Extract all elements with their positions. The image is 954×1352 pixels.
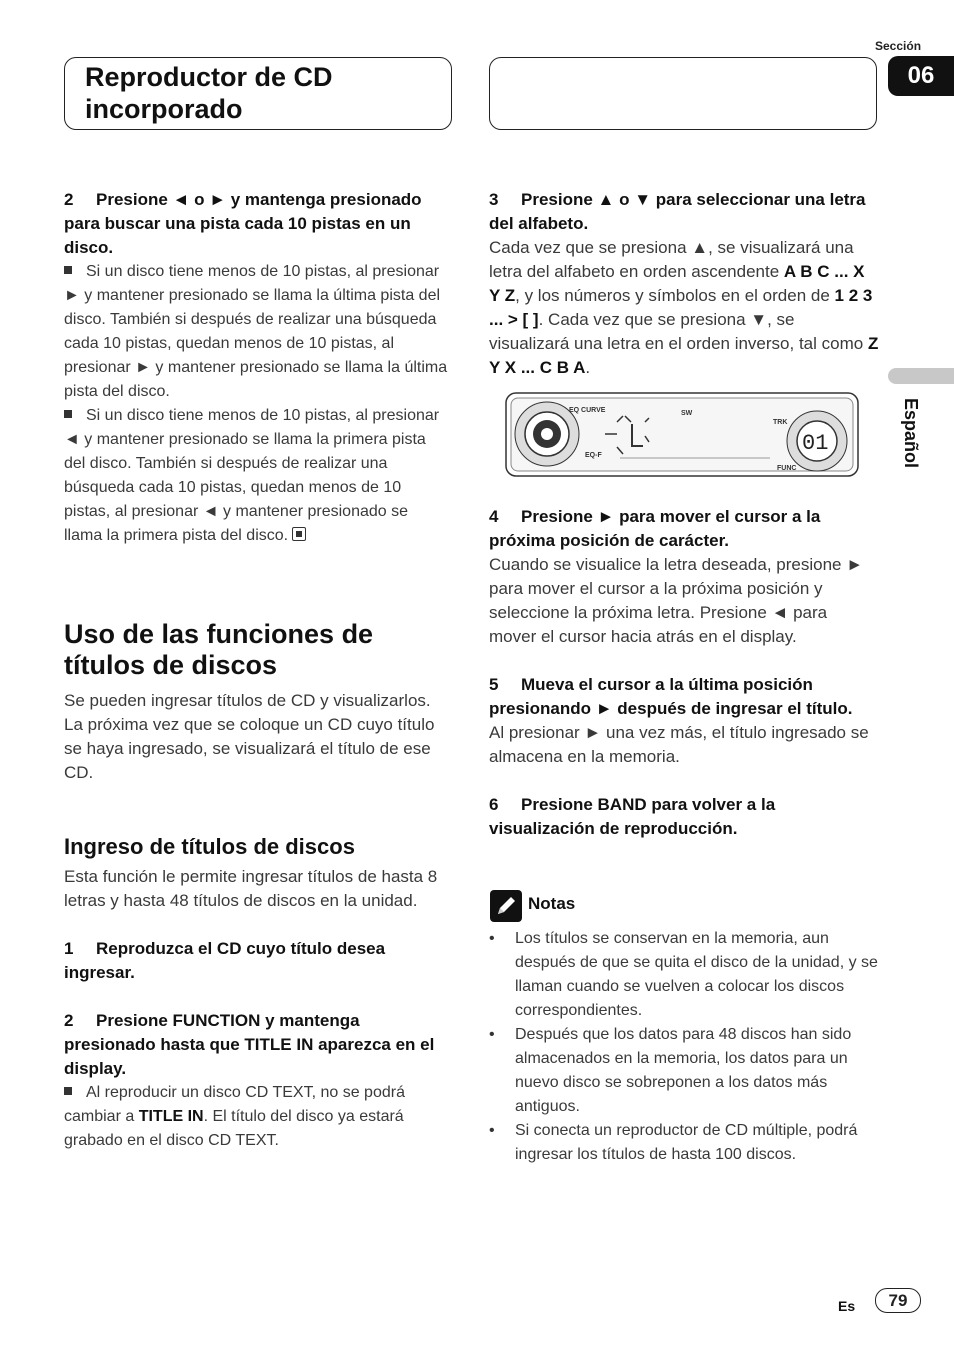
bullet-text: Si un disco tiene menos de 10 pistas, al presionar ◄ y mantener presionado se llama la primera pista del disco. También si después de realizar una búsqueda cada 10 pistas, quedan menos de 10 pistas, al presionar ◄ y mantener presionado se llama la primera pista del disco. <box>64 407 440 544</box>
section-heading: Uso de las funciones de títulos de discos <box>64 619 374 680</box>
step-text: Presione FUNCTION y mantenga presionado hasta que TITLE IN aparezca en el display. <box>64 1011 435 1078</box>
note-item: • Los títulos se conservan en la memoria, aun después de que se quita el disco de la unidad, y se llaman cuando se vuelven a colocar los discos correspondientes. <box>489 927 879 1023</box>
step-text: Presione ▲ o ▼ para seleccionar una letra del alfabeto. <box>489 190 866 233</box>
trk-label: TRK <box>773 419 788 426</box>
step-4-body: Cuando se visualice la letra deseada, presione ► para mover el cursor a la próxima posición y seleccione la próxima letra. Presione ◄ para mover el cursor hacia atrás en el display. <box>489 555 864 646</box>
body-text: , y los números y símbolos en el orden de <box>515 286 835 305</box>
step-number: 2 <box>64 1011 74 1030</box>
bullet-text: Si un disco tiene menos de 10 pistas, al presionar ► y mantener presionado se llama la última pista del disco. También si después de realizar una búsqueda cada 10 pistas, quedan menos de 10 pistas, al presionar ► y mantener presionado se llama la última pista del disco. <box>64 263 448 400</box>
eq-f-label: EQ-F <box>585 452 602 459</box>
body-bold: A B C ... X Y Z <box>489 262 865 305</box>
step-number: 3 <box>489 190 499 209</box>
end-of-section-icon <box>292 527 306 541</box>
step-2b <box>64 1009 450 1081</box>
sw-label: SW <box>681 410 693 417</box>
step-2a <box>64 188 450 260</box>
square-bullet-icon <box>64 266 72 274</box>
step-1 <box>64 937 450 985</box>
section-label: Sección <box>875 39 922 53</box>
track-number: 01 <box>802 431 829 456</box>
step-3 <box>489 188 879 236</box>
step-number: 2 <box>64 190 74 209</box>
section-number-tab: 06 <box>888 56 954 96</box>
step-text: Presione BAND para volver a la visualización de reproducción. <box>489 795 776 838</box>
display-illustration <box>505 392 859 477</box>
body-text: . Cada vez que se presiona ▼, se visualizará una letra en el orden inverso, tal como <box>489 310 868 353</box>
subsection-heading: Ingreso de títulos de discos <box>64 834 355 859</box>
step-5 <box>489 673 879 721</box>
right-column-lower <box>489 505 879 841</box>
eq-curve-label: EQ CURVE <box>569 407 606 414</box>
notes-title: Notas <box>528 894 576 913</box>
step-4 <box>489 505 879 553</box>
square-bullet-icon <box>64 410 72 418</box>
notes-list <box>489 927 879 1167</box>
chapter-title: Reproductor de CD incorporado <box>85 62 333 124</box>
body-text: . <box>585 358 591 377</box>
language-tab-bar <box>888 368 954 384</box>
note-item: • Después que los datos para 48 discos han sido almacenados en la memoria, los datos para un nuevo disco se sobreponen a los datos más antiguos. <box>489 1023 879 1119</box>
language-code: Es <box>838 1298 856 1314</box>
step-number: 1 <box>64 939 74 958</box>
square-bullet-icon <box>64 1087 72 1095</box>
right-column <box>489 188 879 380</box>
step-text: Presione ◄ o ► y mantenga presionado para buscar una pista cada 10 pistas en un disco. <box>64 190 422 257</box>
body-text: Cada vez que se presiona ▲, se visualizará una letra del alfabeto en orden ascendente <box>489 238 854 281</box>
empty-header-box <box>489 57 877 130</box>
subsection-intro: Esta función le permite ingresar títulos de hasta 8 letras y hasta 48 títulos de discos en la unidad. <box>64 867 438 910</box>
step-5-body: Al presionar ► una vez más, el título ingresado se almacena en la memoria. <box>489 723 869 766</box>
bullet-item <box>64 404 450 548</box>
chapter-title-box <box>64 57 452 130</box>
notes-icon <box>490 890 522 922</box>
bullet-bold: TITLE IN <box>138 1108 204 1125</box>
intro-paragraph: Se pueden ingresar títulos de CD y visualizarlos. La próxima vez que se coloque un CD cuyo título se haya ingresado, se visualizará el título de ese CD. <box>64 691 435 782</box>
func-label: FUNC <box>777 465 797 472</box>
left-column <box>64 188 450 1153</box>
body-bold: 1 2 3 ... > [ ] <box>489 286 873 329</box>
language-label: Español <box>901 398 921 469</box>
step-text: Reproduzca el CD cuyo título desea ingresar. <box>64 939 386 982</box>
body-bold: Z Y X ... C B A <box>489 334 879 377</box>
step-number: 4 <box>489 507 499 526</box>
bullet-text: . El título del disco ya estará grabado en el disco CD TEXT. <box>64 1108 404 1149</box>
pencil-icon <box>490 890 522 922</box>
step-text: Mueva el cursor a la última posición presionando ► después de ingresar el título. <box>489 675 853 718</box>
bullet-text: Al reproducir un disco CD TEXT, no se podrá cambiar a <box>64 1084 405 1125</box>
step-6 <box>489 793 879 841</box>
page-number: 79 <box>875 1288 921 1313</box>
step-number: 6 <box>489 795 499 814</box>
step-text: Presione ► para mover el cursor a la próxima posición de carácter. <box>489 507 821 550</box>
note-item: • Si conecta un reproductor de CD múltiple, podrá ingresar los títulos de hasta 100 discos. <box>489 1119 879 1167</box>
bullet-item <box>64 260 450 404</box>
bullet-item <box>64 1081 450 1153</box>
step-3-body <box>489 236 879 380</box>
step-number: 5 <box>489 675 499 694</box>
